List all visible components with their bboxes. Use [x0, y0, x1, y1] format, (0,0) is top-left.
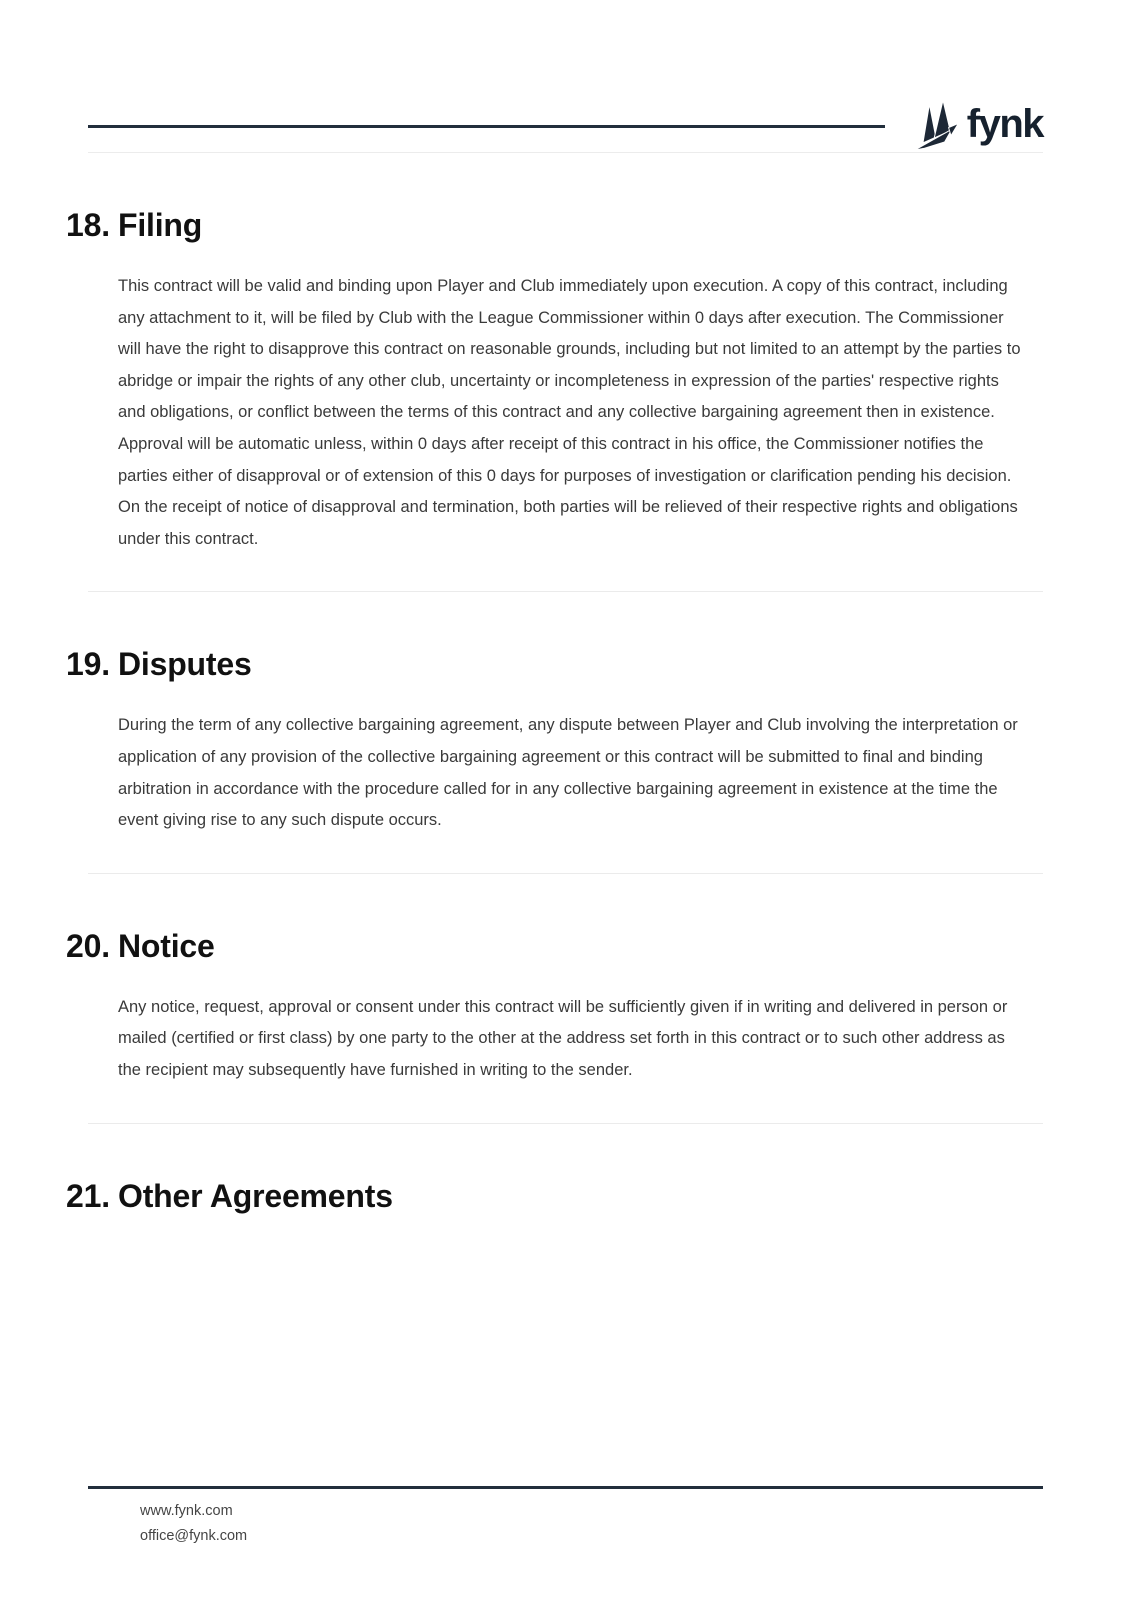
- page-footer: [88, 1486, 1043, 1549]
- section-title: Disputes: [118, 646, 252, 683]
- section-heading: [66, 644, 1043, 684]
- page-header: [88, 0, 1043, 152]
- section-number: 20.: [66, 927, 110, 964]
- section-title: Notice: [118, 927, 215, 964]
- section-divider: [88, 873, 1043, 874]
- contract-section-other-agreements: [66, 1176, 1043, 1216]
- contract-section-disputes: [66, 644, 1043, 836]
- section-title: Filing: [118, 207, 203, 243]
- origami-bird-icon: [911, 98, 959, 154]
- contract-section-notice: [66, 926, 1043, 1087]
- section-body-text: This contract will be valid and binding upon Player and Club immediately upon execution. A copy of this contract, including any attachment to it, will be filed by Club with the League Commissioner within 0 days after execution. The Commissioner will have the right to disapprove this contract on reasonable grounds, including but not limited to an attempt by the parties to abridge or impair the rights of any other club, uncertainty or incompleteness in expression of the parties' respective rights and obligations, or conflict between the terms of this contract and any collective bargaining agreement then in existence. Approval will be automatic unless, within 0 days after receipt of this contract in his office, the Commissioner notifies the parties either of disapproval or of extension of this 0 days for purposes of investigation or clarification pending his decision. On the receipt of notice of disapproval and termination, both parties will be relieved of their respective rights and obligations under this contract.: [118, 277, 1021, 548]
- header-divider: [88, 152, 1043, 153]
- footer-website-link: www.fynk.com: [140, 1503, 233, 1519]
- footer-email-link: office@fynk.com: [140, 1528, 248, 1544]
- section-heading: [66, 1176, 1043, 1216]
- section-divider: [88, 1123, 1043, 1124]
- section-title: Other Agreements: [118, 1177, 393, 1214]
- contract-section-filing: [66, 205, 1043, 555]
- section-heading: [66, 926, 1043, 966]
- brand-wordmark: fynk: [966, 102, 1043, 146]
- brand-logo: [911, 98, 1043, 154]
- section-divider: [88, 591, 1043, 592]
- section-number: 21.: [66, 1177, 110, 1214]
- section-number: 18.: [66, 207, 110, 243]
- header-rule: [88, 125, 885, 128]
- section-body-text: Any notice, request, approval or consent under this contract will be sufficiently given if in writing and delivered in person or mailed (certified or first class) by one party to the other at the address set forth in this contract or to such other address as the recipient may subsequently have furnished in writing to the sender.: [118, 997, 1008, 1079]
- section-body-text: During the term of any collective bargaining agreement, any dispute between Player and Club involving the interpretation or application of any provision of the collective bargaining agreement or this contract will be submitted to final and binding arbitration in accordance with the procedure called for in any collective bargaining agreement in existence at the time the event giving rise to any such dispute occurs.: [118, 716, 1018, 830]
- section-number: 19.: [66, 646, 110, 683]
- section-heading: [66, 205, 1043, 245]
